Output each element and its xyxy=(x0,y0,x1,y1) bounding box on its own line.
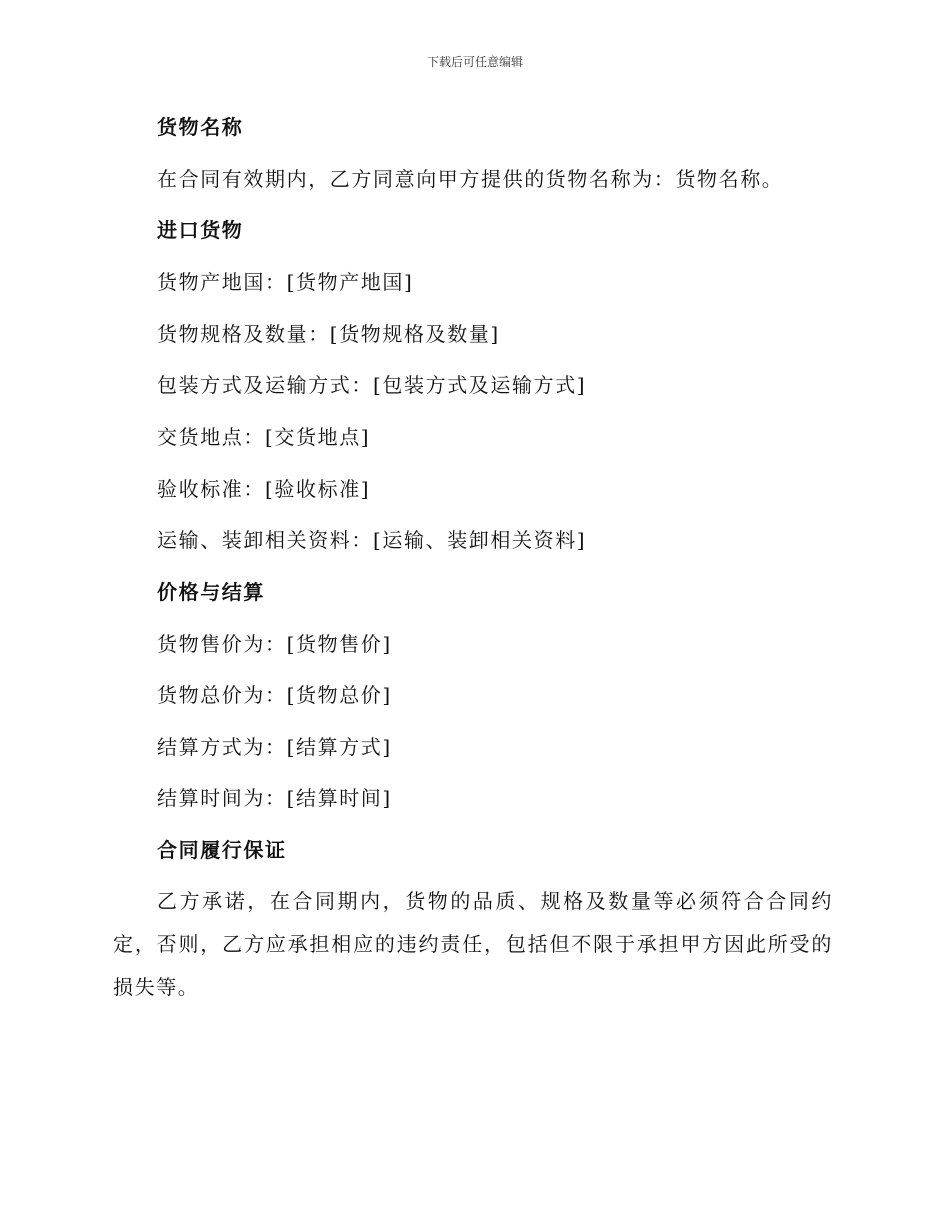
price-item-settlement-method: 结算方式为：[结算方式] xyxy=(157,735,392,759)
price-item-settlement-time: 结算时间为：[结算时间] xyxy=(157,786,392,810)
heading-price-settlement: 价格与结算 xyxy=(157,580,265,604)
import-item-delivery-place: 交货地点：[交货地点] xyxy=(157,425,371,449)
import-item-origin: 货物产地国：[货物产地国] xyxy=(157,270,414,294)
import-item-packing-transport: 包装方式及运输方式：[包装方式及运输方式] xyxy=(157,373,587,397)
heading-performance-guarantee: 合同履行保证 xyxy=(157,838,287,862)
price-item-total-price: 货物总价为：[货物总价] xyxy=(157,683,392,707)
import-item-spec-quantity: 货物规格及数量：[货物规格及数量] xyxy=(157,322,500,346)
import-item-transport-documents: 运输、装卸相关资料：[运输、装卸相关资料] xyxy=(157,528,587,552)
performance-guarantee-paragraph: 乙方承诺，在合同期内，货物的品质、规格及数量等必须符合合同约定，否则，乙方应承担相应的违约责任，包括但不限于承担甲方因此所受的损失等。 xyxy=(113,889,833,999)
import-item-acceptance-standard: 验收标准：[验收标准] xyxy=(157,477,371,501)
page-header: 下载后可任意编辑 xyxy=(426,55,523,69)
heading-import-goods: 进口货物 xyxy=(157,218,244,242)
price-item-unit-price: 货物售价为：[货物售价] xyxy=(157,632,392,656)
heading-goods-name: 货物名称 xyxy=(157,115,244,139)
goods-name-text: 在合同有效期内，乙方同意向甲方提供的货物名称为：货物名称。 xyxy=(157,167,784,191)
